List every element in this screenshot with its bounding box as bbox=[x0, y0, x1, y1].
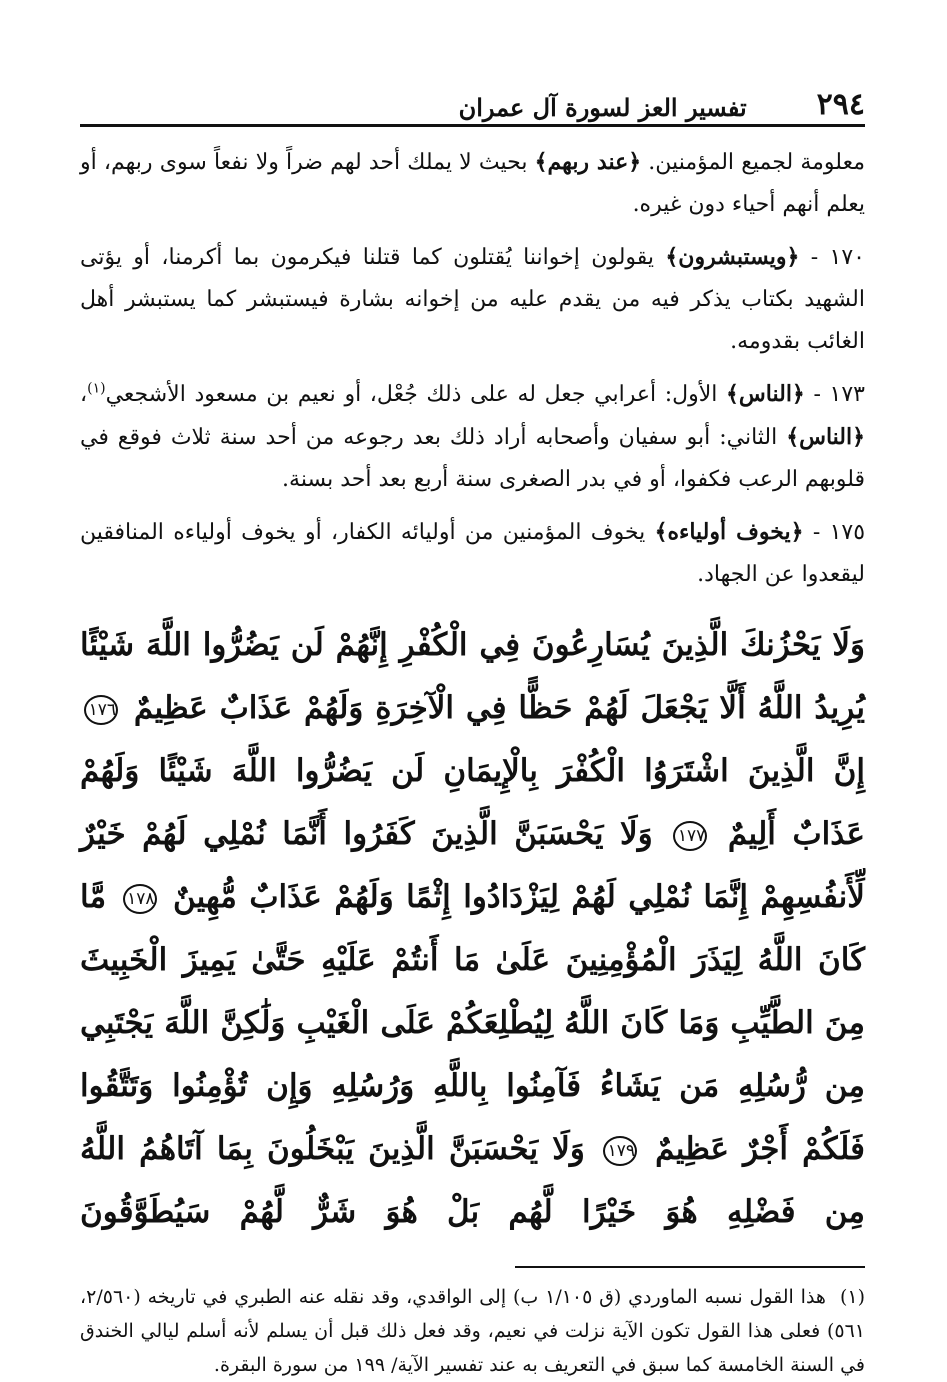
quoted-phrase: ﴿الناس﴾ bbox=[786, 424, 865, 450]
quoted-phrase: ﴿الناس﴾ bbox=[726, 381, 805, 407]
commentary-section bbox=[80, 141, 865, 596]
quoted-phrase: ﴿عند ربهم﴾ bbox=[534, 149, 642, 175]
footnote-marker: (١) bbox=[839, 1286, 866, 1308]
footnote-separator bbox=[515, 1266, 865, 1268]
quran-verse-text: مَّا كَانَ اللَّهُ لِيَذَرَ الْمُؤْمِنِينَ عَلَىٰ مَا أَنتُمْ عَلَيْهِ حَتَّىٰ يَمِيزَ الْخَبِيثَ مِنَ الطَّيِّبِ وَمَا كَانَ اللَّهُ لِيُطْلِعَكُمْ عَلَى الْغَيْبِ وَلَٰكِنَّ اللَّهَ يَجْتَبِي مِن رُّسُلِهِ مَن يَشَاءُ فَآمِنُوا بِاللَّهِ وَرُسُلِهِ وَإِن تُؤْمِنُوا وَتَتَّقُوا فَلَكُمْ أَجْرٌ عَظِيمٌ bbox=[80, 879, 866, 1167]
ayah-number-marker: ١٧٩ bbox=[603, 1136, 637, 1166]
quoted-phrase: ﴿يخوف أولياءه﴾ bbox=[654, 519, 804, 545]
verse-number: ١٧٠ - bbox=[799, 245, 865, 270]
quran-verse-text: إِنَّ الَّذِينَ اشْتَرَوُا الْكُفْرَ بِالْإِيمَانِ لَن يَضُرُّوا اللَّهَ شَيْئًا وَلَهُمْ عَذَابٌ أَلِيمٌ bbox=[80, 753, 866, 852]
quran-text-block bbox=[80, 614, 865, 1244]
verse-number: ١٧٣ - bbox=[804, 382, 865, 407]
commentary-text: بحيث لا يملك أحد لهم ضراً ولا نفعاً سوى ربهم، أو يعلم أنهم أحياء دون غيره. bbox=[80, 150, 865, 217]
commentary-paragraph bbox=[80, 141, 865, 226]
commentary-text: معلومة لجميع المؤمنين. bbox=[641, 150, 865, 175]
commentary-paragraph bbox=[80, 373, 865, 501]
ayah-number-marker: ١٧٨ bbox=[123, 884, 157, 914]
footnote-reference: (١) bbox=[87, 380, 106, 397]
quran-verse-text: وَلَا يَحْسَبَنَّ الَّذِينَ يَبْخَلُونَ بِمَا آتَاهُمُ اللَّهُ مِن فَضْلِهِ هُوَ خَيْرًا لَّهُم بَلْ هُوَ شَرٌّ لَّهُمْ سَيُطَوَّقُونَ bbox=[80, 1131, 865, 1230]
quran-verse-text: وَلَا يَحْزُنكَ الَّذِينَ يُسَارِعُونَ فِي الْكُفْرِ إِنَّهُمْ لَن يَضُرُّوا اللَّهَ شَيْئًا يُرِيدُ اللَّهُ أَلَّا يَجْعَلَ لَهُمْ حَظًّا فِي الْآخِرَةِ وَلَهُمْ عَذَابٌ عَظِيمٌ bbox=[80, 627, 865, 726]
footnote bbox=[80, 1280, 865, 1382]
book-page bbox=[80, 70, 866, 1376]
footnote-text: هذا القول نسبه الماوردي (ق ١/١٠٥ ب) إلى الواقدي، وقد نقله عنه الطبري في تاريخه (٢/٥٦٠، ٥٦١) فعلى هذا القول تكون الآية نزلت في نعيم، وقد فعل ذلك قبل أن يسلم لأنه أسلم ليالي الخندق في السنة الخامسة كما سبق في التعريف به عند تفسير الآية/ ١٩٩ من سورة البقرة. bbox=[80, 1286, 865, 1376]
quoted-phrase: ﴿ويستبشرون﴾ bbox=[665, 244, 800, 270]
ayah-number-marker: ١٧٦ bbox=[84, 695, 118, 725]
commentary-text: يخوف المؤمنين من أوليائه الكفار، أو يخوف أولياءه المنافقين ليقعدوا عن الجهاد. bbox=[80, 520, 865, 587]
page-number: ٢٩٤ bbox=[816, 87, 865, 122]
commentary-text: الثاني: أبو سفيان وأصحابه أراد ذلك بعد رجوعه من أحد سنة ثلاث فوقع في قلوبهم الرعب فكفوا، أو في بدر الصغرى سنة أربع بعد أحد بسنة. bbox=[80, 425, 865, 492]
running-title: تفسير العز لسورة آل عمران bbox=[458, 93, 747, 122]
ayah-number-marker: ١٧٧ bbox=[673, 821, 707, 851]
footnotes-section bbox=[80, 1280, 865, 1382]
commentary-text: ، bbox=[80, 382, 88, 407]
commentary-paragraph bbox=[80, 236, 865, 363]
commentary-text: يقولون إخواننا يُقتلون كما قتلنا فيكرمون بما أكرمنا، أو يؤتى الشهيد بكتاب يذكر فيه من يقدم عليه من إخوانه بشارة فيستبشر كما يستبشر أهل الغائب بقدومه. bbox=[80, 245, 865, 354]
quran-verse-text: وَلَا يَحْسَبَنَّ الَّذِينَ كَفَرُوا أَنَّمَا نُمْلِي لَهُمْ خَيْرٌ لِّأَنفُسِهِمْ إِنَّمَا نُمْلِي لَهُمْ لِيَزْدَادُوا إِثْمًا وَلَهُمْ عَذَابٌ مُّهِينٌ bbox=[80, 816, 865, 915]
verse-number: ١٧٥ - bbox=[803, 520, 866, 545]
commentary-paragraph bbox=[80, 511, 865, 596]
commentary-text: الأول: أعرابي جعل له على ذلك جُعْل، أو نعيم بن مسعود الأشجعي bbox=[105, 382, 727, 407]
page-header bbox=[80, 70, 865, 127]
